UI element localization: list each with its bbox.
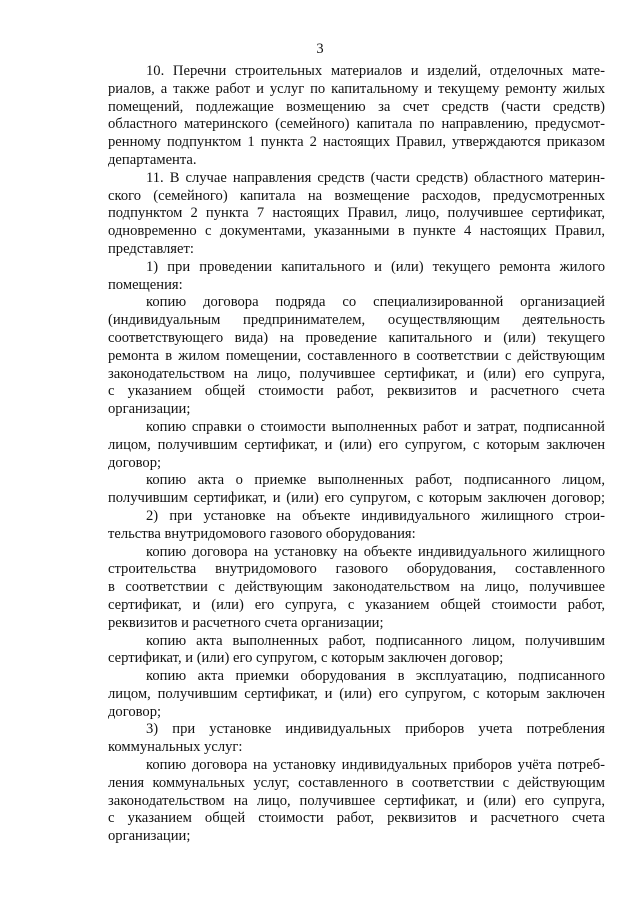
text-line: организации; <box>108 401 191 418</box>
text-line: законодательством на лицо, получившее сертификат, и (или) его супруга, <box>108 792 605 809</box>
text-line: копию справки о стоимости выполненных работ и затрат, подписанной <box>146 418 605 435</box>
text-line: лицом, получившим сертификат, и (или) его супругом, с которым заключен <box>108 685 605 702</box>
text-line: ления коммунальных услуг, составленного в соответствии с действующим <box>108 774 605 791</box>
text-line: копию акта выполненных работ, подписанного лицом, получившим <box>146 632 605 649</box>
text-line: тельства внутридомового газового оборудования: <box>108 525 416 542</box>
text-line: копию акта о приемке выполненных работ, подписанного лицом, <box>146 472 605 489</box>
text-line: получившим сертификат, и (или) его супругом, с которым заключен договор; <box>108 490 605 507</box>
text-line: 11. В случае направления средств (части средств) областного материн- <box>146 169 605 186</box>
text-line: организации; <box>108 828 191 845</box>
text-line: копию договора на установку на объекте индивидуального жилищного <box>146 543 605 560</box>
text-line: подпунктом 2 пункта 7 настоящих Правил, лицо, получившее сертификат, <box>108 205 605 222</box>
text-line: (индивидуальным предпринимателем, осуществляющим деятельность <box>108 312 605 329</box>
text-line: копию договора подряда со специализированной организацией <box>146 294 605 311</box>
text-line: лицом, получившим сертификат, и (или) его супругом, с которым заключен <box>108 436 605 453</box>
text-line: законодательством на лицо, получившее сертификат, и (или) его супруга, <box>108 365 605 382</box>
text-line: соответствующего вида) на проведение капитального и (или) текущего <box>108 329 605 346</box>
text-line: департамента. <box>108 151 197 168</box>
text-line: областного материнского (семейного) капитала по направлению, предусмот- <box>108 116 605 133</box>
text-line: коммунальных услуг: <box>108 739 243 756</box>
text-line: представляет: <box>108 240 194 257</box>
text-line: договор; <box>108 703 162 720</box>
text-line: 2) при установке на объекте индивидуального жилищного строи- <box>146 507 605 524</box>
text-line: сертификат, и (или) его супруга, с указанием общей стоимости работ, <box>108 596 605 613</box>
text-line: строительства внутридомового газового оборудования, составленного <box>108 561 605 578</box>
text-line: сертификат, и (или) его супругом, с которым заключен договор; <box>108 650 504 667</box>
text-line: помещений, подлежащие возмещению за счет средств (части средств) <box>108 98 605 115</box>
text-line: помещения: <box>108 276 183 293</box>
document-body <box>108 63 605 846</box>
text-line: ренному подпунктом 1 пункта 2 настоящих Правил, утверждаются приказом <box>108 134 605 151</box>
text-line: ского (семейного) капитала на возмещение расходов, предусмотренных <box>108 187 605 204</box>
text-line: 10. Перечни строительных материалов и изделий, отделочных мате- <box>146 63 605 79</box>
text-line: копию акта приемки оборудования в эксплуатацию, подписанного <box>146 668 605 685</box>
text-line: реквизитов и расчетного счета организации; <box>108 614 384 631</box>
text-line: ремонта в жилом помещении, составленного в соответствии с действующим <box>108 347 605 364</box>
text-line: в соответствии с действующим законодательством на лицо, получившее <box>108 579 605 596</box>
page-number: 3 <box>316 41 324 57</box>
text-line: 3) при установке индивидуальных приборов учета потребления <box>146 721 605 738</box>
text-line: копию договора на установку индивидуальных приборов учёта потреб- <box>146 757 605 774</box>
text-line: договор; <box>108 454 162 471</box>
text-line: одновременно с документами, указанными в пункте 4 настоящих Правил, <box>108 223 605 240</box>
text-line: с указанием общей стоимости работ, реквизитов и расчетного счета <box>108 383 605 400</box>
text-line: 1) при проведении капитального и (или) текущего ремонта жилого <box>146 258 605 275</box>
text-line: риалов, а также работ и услуг по капитальному и текущему ремонту жилых <box>108 80 605 97</box>
text-line: с указанием общей стоимости работ, реквизитов и расчетного счета <box>108 810 605 827</box>
